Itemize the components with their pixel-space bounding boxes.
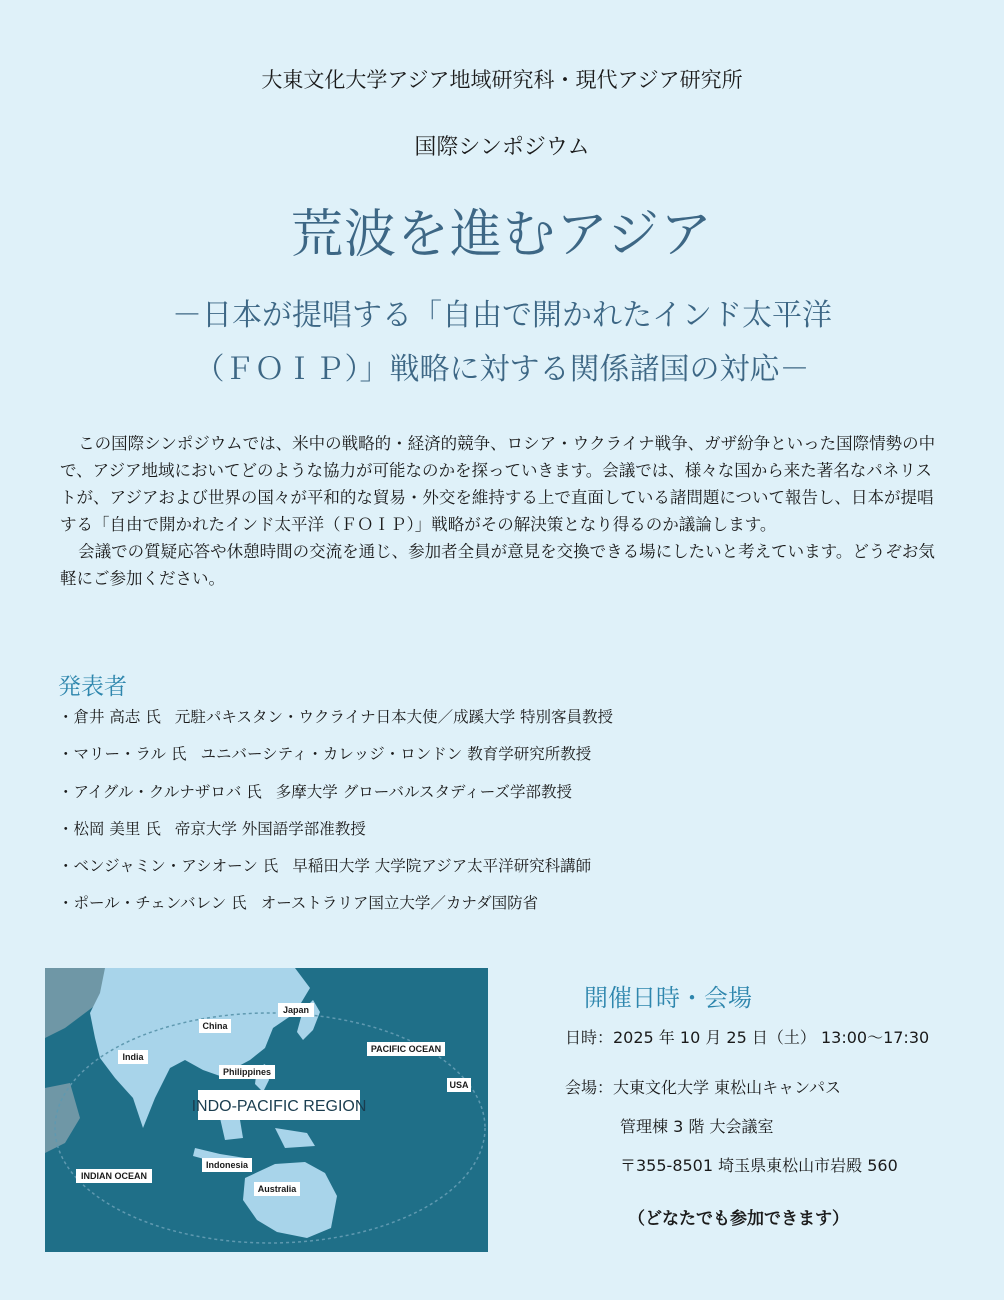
- subtitle-line-2: （ＦＯＩＰ）」戦略に対する関係諸国の対応－: [194, 352, 810, 387]
- event-date: 日時：2025 年 10 月 25 日（土） 13:00～17:30: [565, 1028, 930, 1047]
- speaker-item: [58, 818, 613, 855]
- event-note: （どなたでも参加できます）: [628, 1209, 849, 1229]
- subtitle-line-1: －日本が提唱する「自由で開かれたインド太平洋: [172, 298, 832, 333]
- description-paragraph-2: 会議での質疑応答や休憩時間の交流を通じ、参加者全員が意見を交換できる場にしたいと考えています。どうぞお気軽にご参加ください。: [60, 542, 935, 588]
- speaker-name: ・倉井 高志 氏: [58, 708, 161, 726]
- speaker-affiliation: オーストラリア国立大学／カナダ国防省: [260, 894, 539, 913]
- indo-pacific-map: [45, 968, 488, 1252]
- speaker-affiliation: 元駐パキスタン・ウクライナ日本大使／成蹊大学 特別客員教授: [174, 708, 614, 726]
- speaker-affiliation: 早稲田大学 大学院アジア太平洋研究科講師: [292, 857, 592, 876]
- event-venue-line-1: 会場：大東文化大学 東松山キャンパス: [565, 1078, 841, 1097]
- speaker-affiliation: 帝京大学 外国語学部准教授: [174, 819, 366, 838]
- map-label-indonesia: Indonesia: [205, 1160, 249, 1170]
- page-title: 荒波を進むアジア: [291, 205, 713, 265]
- speaker-name: ・アイグル・クルナザロバ 氏: [58, 782, 262, 801]
- map-label-china: China: [202, 1021, 228, 1031]
- speaker-affiliation: 多摩大学 グローバルスタディーズ学部教授: [275, 782, 572, 801]
- map-label-usa: USA: [449, 1080, 469, 1090]
- description: [60, 430, 946, 592]
- speaker-name: ・マリー・ラル 氏: [58, 745, 187, 764]
- event-heading: 開催日時・会場: [584, 984, 752, 1012]
- speaker-item: [58, 855, 613, 892]
- organizer: 大東文化大学アジア地域研究科・現代アジア研究所: [261, 68, 743, 92]
- event-venue-line-2: 管理棟 3 階 大会議室: [620, 1117, 774, 1136]
- description-paragraph-1: この国際シンポジウムでは、米中の戦略的・経済的競争、ロシア・ウクライナ戦争、ガザ紛争といった国際情勢の中で、アジア地域においてどのような協力が可能なのかを探っていきます。会議では、様々な国から来た著名なパネリストが、アジアおよび世界の国々が平和的な貿易・外交を維持する上で直面している諸問題について報告し、日本が提唱する「自由で開かれたインド太平洋（ＦＯＩＰ）」戦略がその解決策となり得るのか議論します。: [60, 434, 936, 534]
- speaker-name: ・松岡 美里 氏: [58, 819, 161, 838]
- event-venue-line-3: 〒355-8501 埼玉県東松山市岩殿 560: [620, 1156, 898, 1175]
- speaker-item: [58, 781, 613, 818]
- map-label-philippines: Philippines: [222, 1067, 272, 1077]
- map-label-india: India: [122, 1052, 144, 1062]
- speaker-name: ・ポール・チェンバレン 氏: [58, 894, 247, 913]
- speaker-item: [58, 706, 613, 743]
- speakers-list: [58, 706, 613, 930]
- speaker-item: [58, 743, 613, 780]
- map-label-pacific-ocean: PACIFIC OCEAN: [370, 1044, 442, 1054]
- speaker-affiliation: ユニバーシティ・カレッジ・ロンドン 教育学研究所教授: [200, 745, 592, 764]
- map-region-label: INDO-PACIFIC REGION: [191, 1098, 367, 1115]
- map-label-japan: Japan: [282, 1005, 310, 1015]
- speaker-name: ・ベンジャミン・アシオーン 氏: [58, 857, 279, 876]
- map-label-australia: Australia: [257, 1184, 297, 1194]
- map-label-indian-ocean: INDIAN OCEAN: [80, 1171, 148, 1181]
- event-type: 国際シンポジウム: [414, 135, 590, 160]
- speakers-heading: 発表者: [58, 674, 127, 700]
- speaker-item: [58, 892, 613, 929]
